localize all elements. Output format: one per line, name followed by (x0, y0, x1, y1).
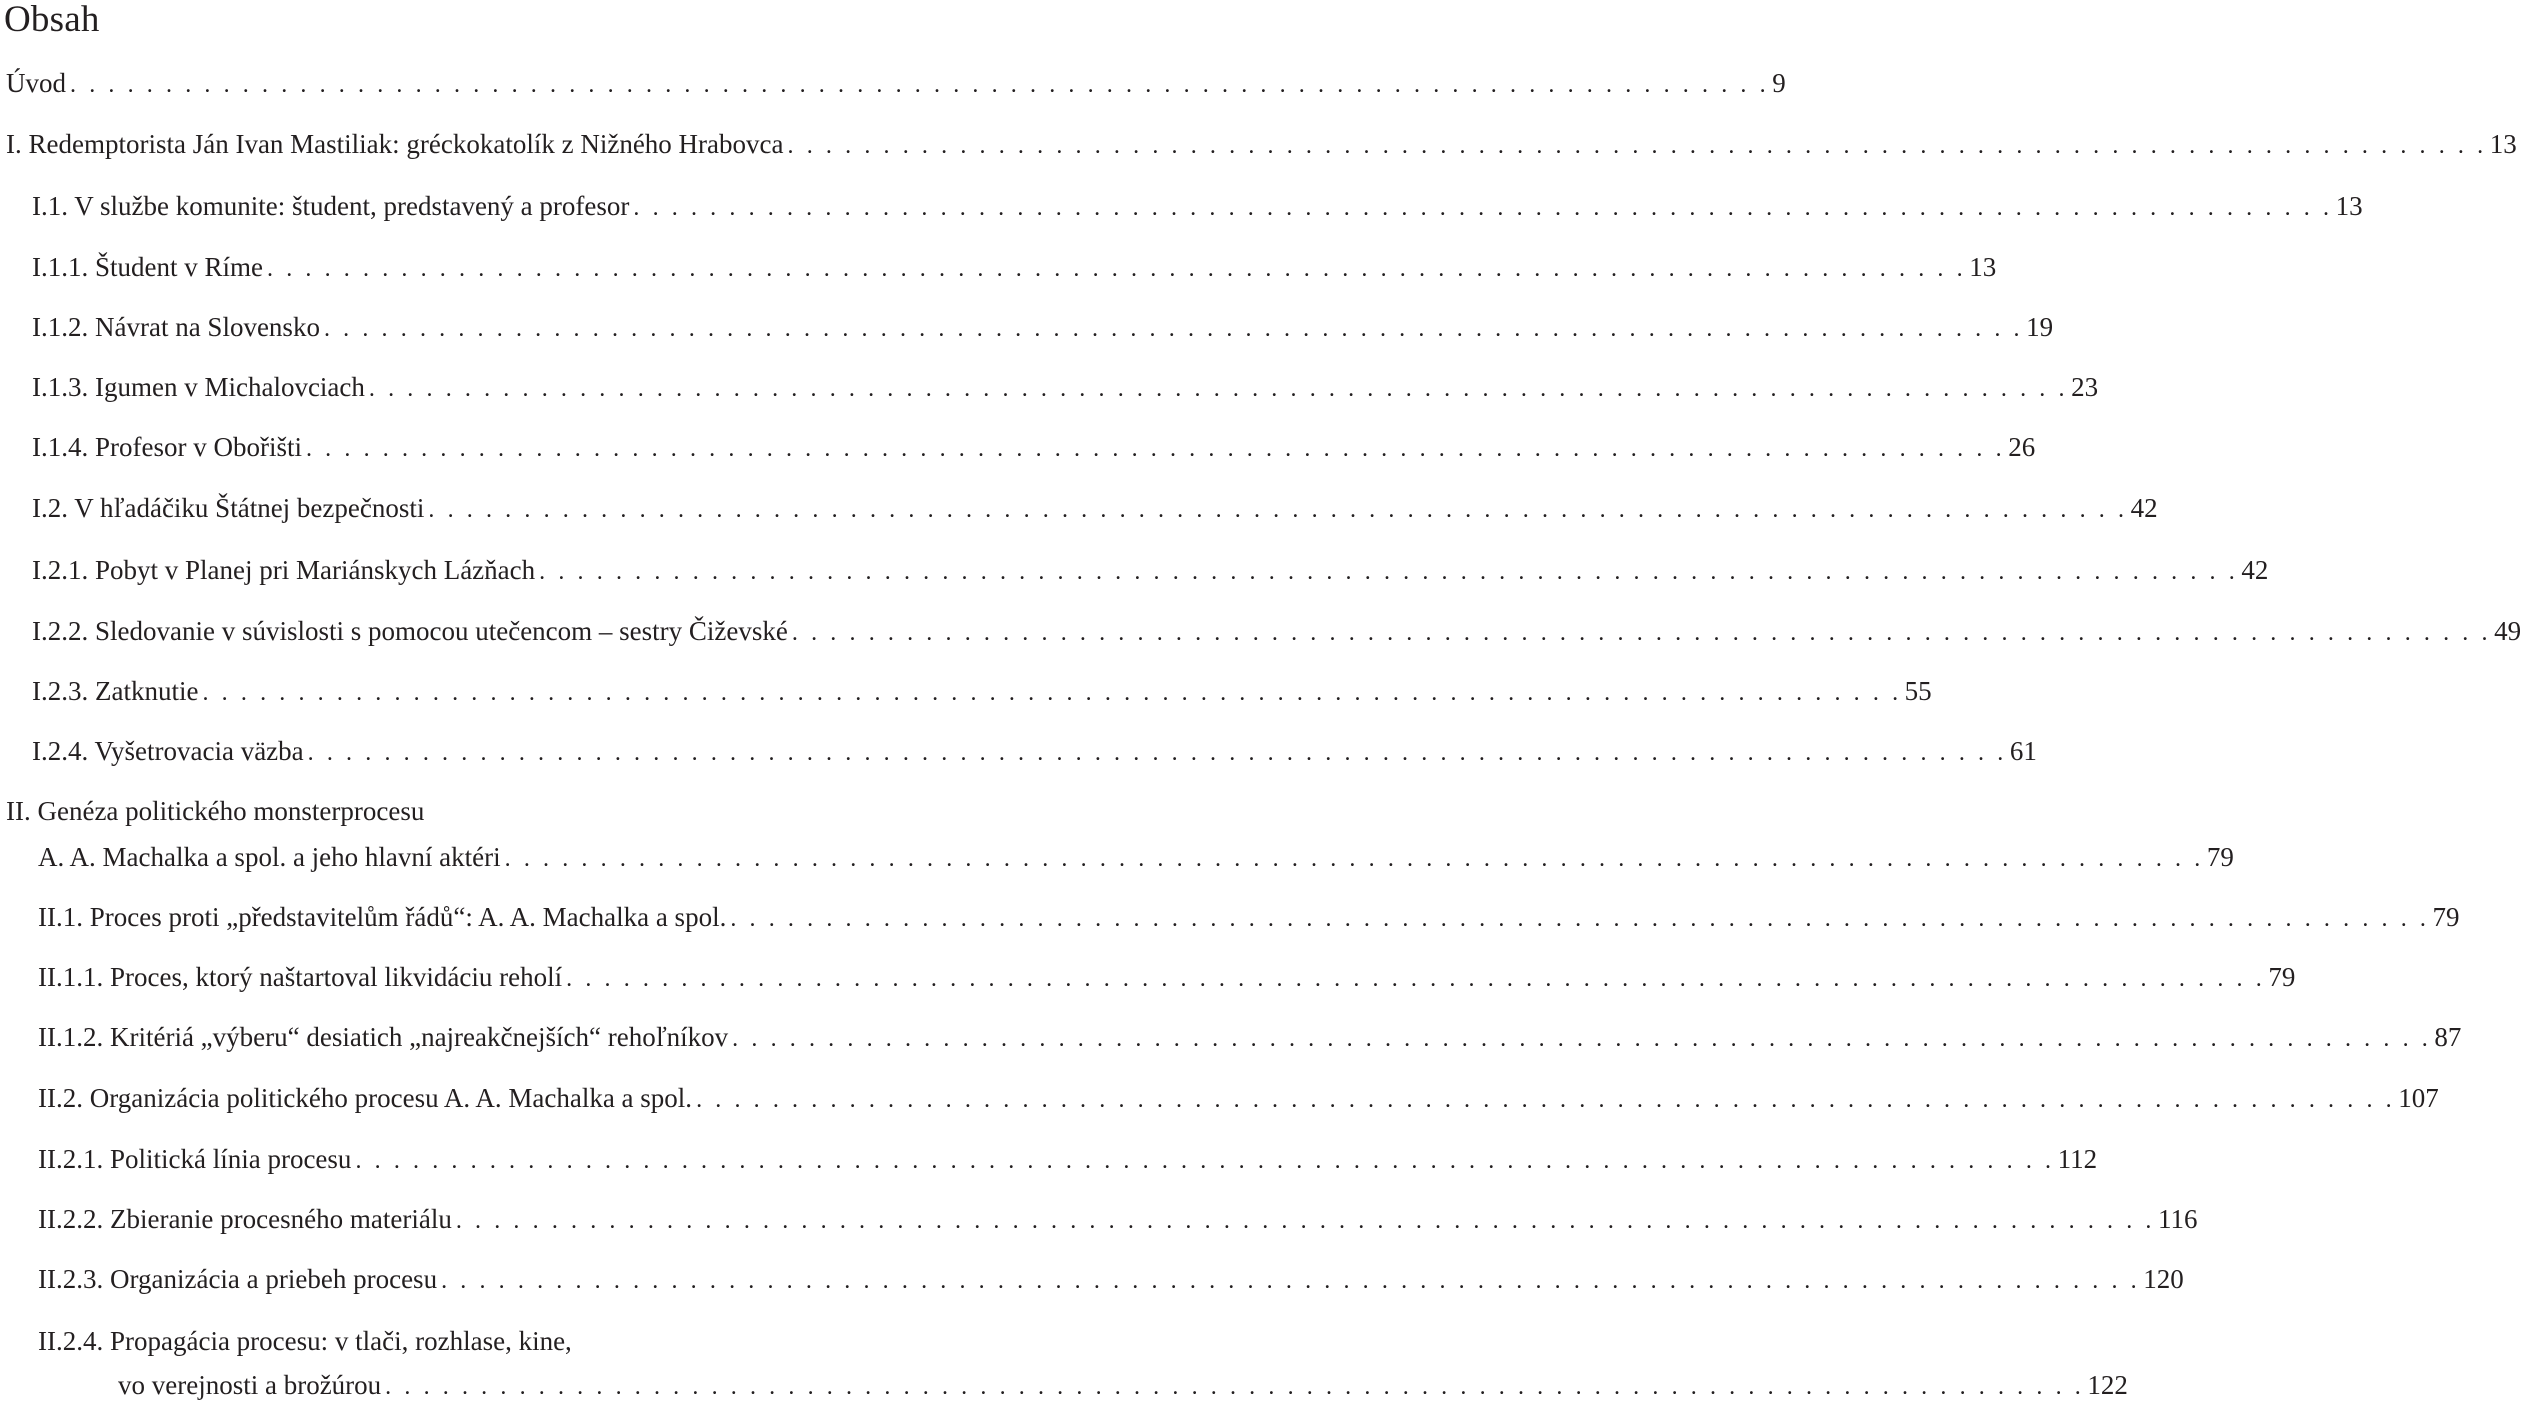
dot-leader: . . . . . . . . . . . . . . . . . . . . . . . . . . . . . . . . . . . . . . . . . . . . . . . . . . . . . . . . . . . . . . . . . . . . . . . . . . . . . . . . . . . . . . . . . (730, 906, 2430, 932)
toc-entry (32, 674, 1932, 708)
dot-leader: . . . . . . . . . . . . . . . . . . . . . . . . . . . . . . . . . . . . . . . . . . . . . . . . . . . . . . . . . . . . . . . . . . . . . . . . . . . . . . . . . . . . . . . . . (787, 133, 2487, 159)
toc-entry-label: I.2.4. Vyšetrovacia väzba (32, 736, 304, 766)
dot-leader: . . . . . . . . . . . . . . . . . . . . . . . . . . . . . . . . . . . . . . . . . . . . . . . . . . . . . . . . . . . . . . . . . . . . . . . . . . . . . . . . . . . . . . . . . (385, 1374, 2085, 1400)
page-title: Obsah (4, 0, 100, 40)
toc-entry-label: I.1.4. Profesor v Obořišti (32, 432, 302, 462)
toc-entry-label: I.1.1. Študent v Ríme (32, 252, 263, 282)
toc-entry (38, 1020, 2462, 1054)
toc-entry (38, 1142, 2098, 1176)
toc-entry-page: 13 (2489, 129, 2517, 159)
toc-entry-label: Úvod (6, 68, 66, 98)
dot-leader: . . . . . . . . . . . . . . . . . . . . . . . . . . . . . . . . . . . . . . . . . . . . . . . . . . . . . . . . . . . . . . . . . . . . . . . . . . . . . . . . . . . . . . . . . (70, 72, 1770, 98)
toc-entry-page: 13 (2335, 191, 2363, 221)
toc-entry (32, 310, 2054, 344)
toc-entry-page: 42 (2130, 493, 2158, 523)
toc-entry-label: II.2.1. Politická línia procesu (38, 1144, 352, 1174)
toc-entry-page: 79 (2432, 902, 2460, 932)
dot-leader: . . . . . . . . . . . . . . . . . . . . . . . . . . . . . . . . . . . . . . . . . . . . . . . . . . . . . . . . . . . . . . . . . . . . . . . . . . . . . . . . . . . . . . . . . (504, 846, 2204, 872)
toc-entry-label: I.1.2. Návrat na Slovensko (32, 312, 320, 342)
toc-entry-page: 61 (2009, 736, 2037, 766)
toc-entry-page: 107 (2398, 1083, 2439, 1113)
toc-entry-page: 9 (1772, 68, 1786, 98)
dot-leader: . . . . . . . . . . . . . . . . . . . . . . . . . . . . . . . . . . . . . . . . . . . . . . . . . . . . . . . . . . . . . . . . . . . . . . . . . . . . . . . . . . . . . . . . . (305, 436, 2006, 462)
toc-entry-label: I.2.1. Pobyt v Planej pri Mariánskych Lázňach (32, 555, 536, 585)
dot-leader: . . . . . . . . . . . . . . . . . . . . . . . . . . . . . . . . . . . . . . . . . . . . . . . . . . . . . . . . . . . . . . . . . . . . . . . . . . . . . . . . . . . . . . . . . (539, 559, 2239, 585)
toc-entry-page: 112 (2057, 1144, 2098, 1174)
toc-entry-label: II.2.3. Organizácia a priebeh procesu (38, 1264, 438, 1294)
toc-entry-label: I.2. V hľadáčiku Štátnej bezpečnosti (32, 493, 425, 523)
dot-leader: . . . . . . . . . . . . . . . . . . . . . . . . . . . . . . . . . . . . . . . . . . . . . . . . . . . . . . . . . . . . . . . . . . . . . . . . . . . . . . . . . . . . . . . . . (696, 1087, 2396, 1113)
dot-leader: . . . . . . . . . . . . . . . . . . . . . . . . . . . . . . . . . . . . . . . . . . . . . . . . . . . . . . . . . . . . . . . . . . . . . . . . . . . . . . . . . . . . . . . . . (355, 1148, 2055, 1174)
toc-entry-label-continued: A. A. Machalka a spol. a jeho hlavní aktéri (38, 842, 501, 872)
toc-entry-label: I.1.3. Igumen v Michalovciach (32, 372, 365, 402)
toc-entry-label: II.1.2. Kritériá „výberu“ desiatich „najreakčnejších“ rehoľníkov (38, 1022, 729, 1052)
toc-entry (32, 614, 2521, 648)
dot-leader: . . . . . . . . . . . . . . . . . . . . . . . . . . . . . . . . . . . . . . . . . . . . . . . . . . . . . . . . . . . . . . . . . . . . . . . . . . . . . . . . . . . . . . . . . (368, 376, 2069, 402)
toc-entry-label: II.1. Proces proti „představitelům řádů“: A. A. Machalka a spol. (38, 902, 727, 932)
toc-entry-page: 13 (1969, 252, 1997, 282)
toc-entry-label: II.1.1. Proces, ktorý naštartoval likvidáciu reholí (38, 962, 563, 992)
toc-entry-label: I.2.2. Sledovanie v súvislosti s pomocou utečencom – sestry Čiževské (32, 616, 788, 646)
toc-entry (32, 250, 1997, 284)
dot-leader: . . . . . . . . . . . . . . . . . . . . . . . . . . . . . . . . . . . . . . . . . . . . . . . . . . . . . . . . . . . . . . . . . . . . . . . . . . . . . . . . . . . . . . . . . (267, 256, 1967, 282)
toc-entry-page: 49 (2494, 616, 2521, 646)
toc-entry (38, 1262, 2184, 1296)
dot-leader: . . . . . . . . . . . . . . . . . . . . . . . . . . . . . . . . . . . . . . . . . . . . . . . . . . . . . . . . . . . . . . . . . . . . . . . . . . . . . . . . . . . . . . . . . (633, 195, 2333, 221)
toc-entry (118, 1368, 2128, 1402)
toc-entry (32, 553, 2269, 587)
toc-entry-page: 122 (2087, 1370, 2128, 1400)
toc-entry (32, 430, 2036, 464)
dot-leader: . . . . . . . . . . . . . . . . . . . . . . . . . . . . . . . . . . . . . . . . . . . . . . . . . . . . . . . . . . . . . . . . . . . . . . . . . . . . . . . . . . . . . . . . . (441, 1268, 2141, 1294)
toc-entry (32, 189, 2363, 223)
toc-entry (38, 1081, 2439, 1115)
toc-entry (38, 900, 2460, 934)
toc-entry (38, 1202, 2198, 1236)
toc-entry-page: 79 (2206, 842, 2234, 872)
toc-entry-label-continued: vo verejnosti a brožúrou (118, 1370, 382, 1400)
dot-leader: . . . . . . . . . . . . . . . . . . . . . . . . . . . . . . . . . . . . . . . . . . . . . . . . . . . . . . . . . . . . . . . . . . . . . . . . . . . . . . . . . . . . . . . . . (791, 620, 2492, 646)
toc-entry-page: 87 (2434, 1022, 2462, 1052)
dot-leader: . . . . . . . . . . . . . . . . . . . . . . . . . . . . . . . . . . . . . . . . . . . . . . . . . . . . . . . . . . . . . . . . . . . . . . . . . . . . . . . . . . . . . . . . . (323, 316, 2024, 342)
toc-entry-page: 79 (2268, 962, 2296, 992)
toc-entry (32, 370, 2099, 404)
toc-entry (6, 127, 2517, 161)
dot-leader: . . . . . . . . . . . . . . . . . . . . . . . . . . . . . . . . . . . . . . . . . . . . . . . . . . . . . . . . . . . . . . . . . . . . . . . . . . . . . . . . . . . . . . . . . (732, 1026, 2432, 1052)
dot-leader: . . . . . . . . . . . . . . . . . . . . . . . . . . . . . . . . . . . . . . . . . . . . . . . . . . . . . . . . . . . . . . . . . . . . . . . . . . . . . . . . . . . . . . . . . (566, 966, 2266, 992)
toc-entry-page: 23 (2071, 372, 2099, 402)
toc-entry-label: II.2.2. Zbieranie procesného materiálu (38, 1204, 452, 1234)
dot-leader: . . . . . . . . . . . . . . . . . . . . . . . . . . . . . . . . . . . . . . . . . . . . . . . . . . . . . . . . . . . . . . . . . . . . . . . . . . . . . . . . . . . . . . . . . (428, 497, 2128, 523)
dot-leader: . . . . . . . . . . . . . . . . . . . . . . . . . . . . . . . . . . . . . . . . . . . . . . . . . . . . . . . . . . . . . . . . . . . . . . . . . . . . . . . . . . . . . . . . . (307, 740, 2007, 766)
toc-entry-label: II.2. Organizácia politického procesu A. A. Machalka a spol. (38, 1083, 693, 1113)
toc-entry-label: I.2.3. Zatknutie (32, 676, 199, 706)
toc-entry-page: 19 (2026, 312, 2054, 342)
toc-entry-label: II.2.4. Propagácia procesu: v tlači, rozhlase, kine, (38, 1326, 572, 1356)
toc-entry (38, 840, 2234, 874)
toc-entry-label: I. Redemptorista Ján Ivan Mastiliak: gréckokatolík z Nižného Hrabovca (6, 129, 784, 159)
toc-entry-label: II. Genéza politického monsterprocesu (6, 796, 425, 826)
toc-entry-page: 26 (2008, 432, 2036, 462)
toc-entry (32, 491, 2158, 525)
toc-entry-page: 116 (2158, 1204, 2198, 1234)
toc-entry-page: 120 (2143, 1264, 2184, 1294)
dot-leader: . . . . . . . . . . . . . . . . . . . . . . . . . . . . . . . . . . . . . . . . . . . . . . . . . . . . . . . . . . . . . . . . . . . . . . . . . . . . . . . . . . . . . . . . . (202, 680, 1902, 706)
toc-entry-page: 55 (1904, 676, 1932, 706)
toc-entry-label: I.1. V službe komunite: študent, predstavený a profesor (32, 191, 630, 221)
toc-entry (32, 734, 2037, 768)
dot-leader: . . . . . . . . . . . . . . . . . . . . . . . . . . . . . . . . . . . . . . . . . . . . . . . . . . . . . . . . . . . . . . . . . . . . . . . . . . . . . . . . . . . . . . . . . (455, 1208, 2156, 1234)
toc-entry-page: 42 (2241, 555, 2269, 585)
toc-entry (6, 66, 1786, 100)
toc-entry (38, 960, 2296, 994)
